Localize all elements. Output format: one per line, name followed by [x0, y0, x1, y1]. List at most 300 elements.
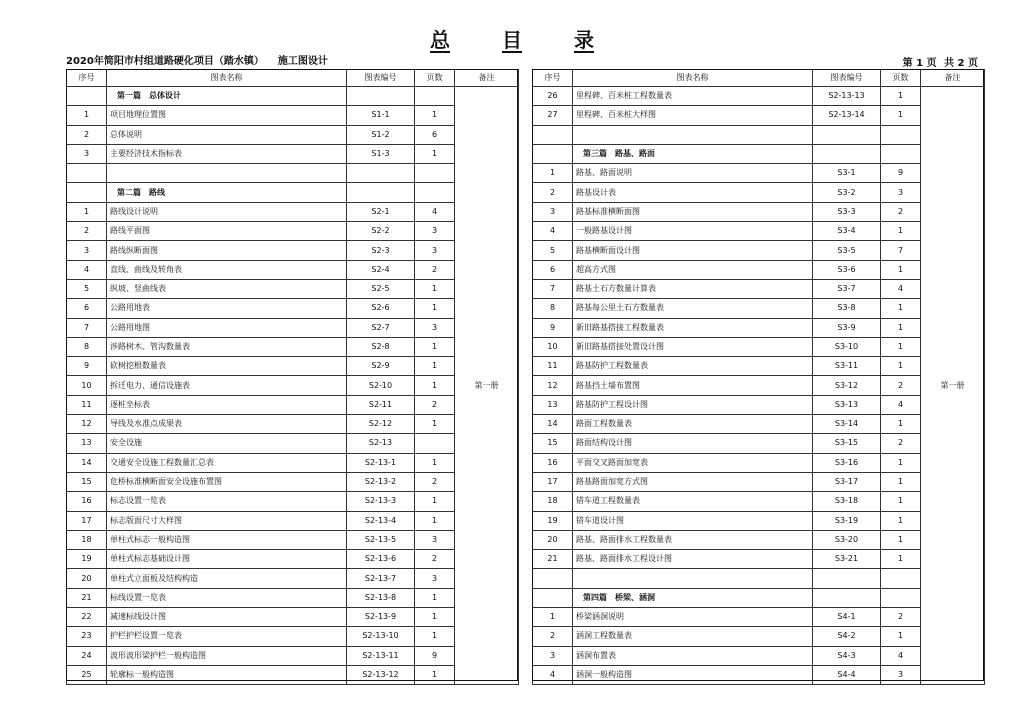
row-code: S4-1: [813, 608, 881, 627]
row-no: 18: [67, 530, 107, 549]
section-title: 第四篇 桥梁、涵洞: [573, 588, 813, 607]
row-name: 新旧路基搭接处置设计图: [573, 337, 813, 356]
row-no: 16: [533, 453, 573, 472]
row-name: 涵洞工程数量表: [573, 627, 813, 646]
table-row: [533, 337, 985, 356]
row-code: S2-13-10: [347, 627, 415, 646]
table-row: [67, 646, 519, 665]
table-row: [67, 279, 519, 298]
row-pages: 2: [415, 260, 455, 279]
row-pages: 2: [881, 608, 921, 627]
section-row: [533, 588, 985, 607]
row-code: S4-2: [813, 627, 881, 646]
table-row: [67, 627, 519, 646]
table-row: [67, 550, 519, 569]
row-no: 18: [533, 492, 573, 511]
row-no: 15: [67, 472, 107, 491]
project-name: 2020年简阳市村组道路硬化项目（踏水镇）: [66, 56, 264, 67]
header-pages: 页数: [415, 70, 455, 87]
table-row: [533, 87, 985, 106]
row-pages: 1: [881, 318, 921, 337]
table-row: [533, 125, 985, 144]
row-pages: 4: [881, 646, 921, 665]
row-code: S2-13-4: [347, 511, 415, 530]
row-code: S1-1: [347, 106, 415, 125]
row-name: [107, 164, 347, 183]
row-name: 平面交叉路面加宽表: [573, 453, 813, 472]
row-code: S3-14: [813, 415, 881, 434]
row-pages: 2: [881, 376, 921, 395]
row-code: S2-13-7: [347, 569, 415, 588]
row-no: 2: [67, 125, 107, 144]
row-name: 路基横断面设计图: [573, 241, 813, 260]
row-name: 路基防护工程设计图: [573, 395, 813, 414]
row-name: 护栏护栏设置一览表: [107, 627, 347, 646]
table-row: [533, 646, 985, 665]
row-name: 公路用地图: [107, 318, 347, 337]
row-no: 3: [67, 144, 107, 163]
row-code: [347, 183, 415, 202]
row-no: 12: [67, 415, 107, 434]
row-pages: [415, 164, 455, 183]
table-row: [533, 376, 985, 395]
row-pages: 9: [881, 164, 921, 183]
row-no: 20: [67, 569, 107, 588]
row-no: 5: [533, 241, 573, 260]
table-row: [67, 395, 519, 414]
row-code: S3-1: [813, 164, 881, 183]
table-row: [67, 511, 519, 530]
row-no: 1: [533, 164, 573, 183]
row-pages: 3: [881, 665, 921, 684]
row-name: [573, 125, 813, 144]
row-no: 9: [67, 357, 107, 376]
table-row: [67, 453, 519, 472]
table-header-row: [67, 70, 519, 87]
row-no: 13: [533, 395, 573, 414]
section-row: [67, 87, 519, 106]
row-code: S3-20: [813, 530, 881, 549]
row-code: [813, 125, 881, 144]
row-no: [533, 588, 573, 607]
table-row: [67, 376, 519, 395]
table-row: [533, 550, 985, 569]
row-pages: 1: [881, 511, 921, 530]
row-code: S3-8: [813, 299, 881, 318]
row-pages: [881, 125, 921, 144]
row-pages: 1: [881, 337, 921, 356]
row-code: S2-13-2: [347, 472, 415, 491]
table-row: [67, 125, 519, 144]
row-no: 12: [533, 376, 573, 395]
row-pages: 1: [415, 299, 455, 318]
row-pages: 3: [415, 222, 455, 241]
row-no: 6: [533, 260, 573, 279]
row-no: 10: [67, 376, 107, 395]
row-name: 涵洞布置表: [573, 646, 813, 665]
table-row: [533, 434, 985, 453]
row-name: 标志版面尺寸大样图: [107, 511, 347, 530]
row-code: S1-3: [347, 144, 415, 163]
row-pages: 2: [881, 202, 921, 221]
row-no: 4: [67, 260, 107, 279]
row-name: 路面结构设计图: [573, 434, 813, 453]
table-row: [67, 530, 519, 549]
design-stage: 施工图设计: [277, 56, 328, 67]
row-code: S3-9: [813, 318, 881, 337]
table-row: [533, 106, 985, 125]
row-no: 16: [67, 492, 107, 511]
row-code: [813, 588, 881, 607]
table-row: [67, 569, 519, 588]
row-code: S3-4: [813, 222, 881, 241]
header-name: 图表名称: [573, 70, 813, 87]
row-no: 21: [67, 588, 107, 607]
row-no: 7: [67, 318, 107, 337]
row-name: 涉路树木、管沟数量表: [107, 337, 347, 356]
section-title: 第二篇 路线: [107, 183, 347, 202]
row-no: 23: [67, 627, 107, 646]
table-row: [533, 318, 985, 337]
row-pages: [881, 569, 921, 588]
row-pages: 1: [881, 472, 921, 491]
table-row: [67, 144, 519, 163]
table-row: [533, 299, 985, 318]
row-pages: 1: [415, 415, 455, 434]
row-code: S2-4: [347, 260, 415, 279]
title-char-1: 总: [430, 28, 450, 52]
row-code: S2-3: [347, 241, 415, 260]
row-name: 路基土石方数量计算表: [573, 279, 813, 298]
table-row: [67, 241, 519, 260]
row-name: 单柱式标志基础设计图: [107, 550, 347, 569]
row-no: 1: [67, 106, 107, 125]
row-pages: 4: [415, 202, 455, 221]
table-row: [533, 511, 985, 530]
header-remark: 备注: [455, 70, 519, 87]
row-code: S2-13-12: [347, 665, 415, 684]
row-no: 3: [533, 202, 573, 221]
row-name: 错车道设计图: [573, 511, 813, 530]
row-code: S3-17: [813, 472, 881, 491]
title-char-2: 目: [502, 28, 522, 52]
row-name: 导线及水准点成果表: [107, 415, 347, 434]
table-row: [533, 395, 985, 414]
row-no: 2: [67, 222, 107, 241]
row-code: S3-11: [813, 357, 881, 376]
table-row: [67, 434, 519, 453]
row-pages: [881, 588, 921, 607]
row-no: 11: [67, 395, 107, 414]
row-code: S2-12: [347, 415, 415, 434]
row-name: 标志设置一览表: [107, 492, 347, 511]
table-row: [533, 164, 985, 183]
table-row: [533, 665, 985, 684]
row-code: S1-2: [347, 125, 415, 144]
row-pages: 2: [881, 434, 921, 453]
row-no: [533, 144, 573, 163]
row-no: 1: [533, 608, 573, 627]
row-code: S2-13-9: [347, 608, 415, 627]
table-row: [67, 164, 519, 183]
row-code: S2-2: [347, 222, 415, 241]
table-row: [533, 530, 985, 549]
header-no: 序号: [533, 70, 573, 87]
row-code: S2-7: [347, 318, 415, 337]
row-no: 15: [533, 434, 573, 453]
table-row: [533, 241, 985, 260]
row-pages: 7: [881, 241, 921, 260]
row-pages: 1: [881, 492, 921, 511]
row-code: S3-6: [813, 260, 881, 279]
toc-table-left: [66, 69, 519, 685]
row-pages: 4: [881, 279, 921, 298]
row-code: S2-11: [347, 395, 415, 414]
row-no: [533, 569, 573, 588]
row-no: 8: [533, 299, 573, 318]
row-code: S2-6: [347, 299, 415, 318]
row-code: S2-13-5: [347, 530, 415, 549]
row-pages: 1: [415, 453, 455, 472]
row-name: 路基、路面排水工程设计图: [573, 550, 813, 569]
row-code: S2-13-13: [813, 87, 881, 106]
row-name: 路线平面图: [107, 222, 347, 241]
row-code: [347, 164, 415, 183]
row-no: 7: [533, 279, 573, 298]
row-no: [67, 183, 107, 202]
row-pages: 1: [881, 357, 921, 376]
row-pages: 3: [415, 241, 455, 260]
row-pages: 2: [415, 550, 455, 569]
table-row: [533, 183, 985, 202]
row-code: S2-13: [347, 434, 415, 453]
row-name: 单柱式标志一般构造图: [107, 530, 347, 549]
row-pages: 1: [415, 376, 455, 395]
row-name: 总体说明: [107, 125, 347, 144]
project-header: [66, 52, 328, 67]
row-pages: 1: [881, 415, 921, 434]
row-pages: 1: [881, 222, 921, 241]
row-no: 21: [533, 550, 573, 569]
row-code: S2-10: [347, 376, 415, 395]
row-no: 20: [533, 530, 573, 549]
header-code: 图表编号: [813, 70, 881, 87]
row-name: 轮廓标一般构造图: [107, 665, 347, 684]
row-pages: 1: [881, 106, 921, 125]
row-pages: 1: [881, 530, 921, 549]
page-current: 第 1 页: [902, 58, 937, 69]
table-row: [67, 260, 519, 279]
section-row: [67, 183, 519, 202]
row-pages: 1: [415, 665, 455, 684]
header-no: 序号: [67, 70, 107, 87]
row-no: 19: [67, 550, 107, 569]
row-code: [813, 569, 881, 588]
row-pages: 1: [415, 144, 455, 163]
row-pages: 1: [881, 87, 921, 106]
table-row: [533, 202, 985, 221]
row-name: 路基每公里土石方数量表: [573, 299, 813, 318]
row-no: 4: [533, 222, 573, 241]
row-no: 27: [533, 106, 573, 125]
row-name: 一般路基设计图: [573, 222, 813, 241]
row-name: 路基设计表: [573, 183, 813, 202]
row-code: S4-4: [813, 665, 881, 684]
table-row: [533, 357, 985, 376]
row-no: 22: [67, 608, 107, 627]
row-no: 13: [67, 434, 107, 453]
row-pages: 1: [881, 453, 921, 472]
table-row: [533, 492, 985, 511]
row-name: 路基、路面排水工程数量表: [573, 530, 813, 549]
row-code: S3-10: [813, 337, 881, 356]
table-row: [67, 106, 519, 125]
row-pages: 3: [881, 183, 921, 202]
table-row: [67, 415, 519, 434]
row-code: S3-19: [813, 511, 881, 530]
row-no: [533, 125, 573, 144]
row-name: 拆迁电力、通信设施表: [107, 376, 347, 395]
table-row: [533, 608, 985, 627]
row-pages: [415, 183, 455, 202]
header-name: 图表名称: [107, 70, 347, 87]
row-name: 直线、曲线及转角表: [107, 260, 347, 279]
row-no: [67, 164, 107, 183]
row-pages: 1: [881, 627, 921, 646]
row-no: 5: [67, 279, 107, 298]
row-no: 3: [533, 646, 573, 665]
row-name: 路线纵断面图: [107, 241, 347, 260]
row-name: 路基挡土墙布置图: [573, 376, 813, 395]
row-name: 路基标准横断面图: [573, 202, 813, 221]
row-code: S3-7: [813, 279, 881, 298]
row-pages: [415, 87, 455, 106]
table-row: [533, 222, 985, 241]
row-code: S2-13-14: [813, 106, 881, 125]
row-name: 单柱式立面板及结构构造: [107, 569, 347, 588]
table-row: [67, 318, 519, 337]
row-pages: 1: [881, 260, 921, 279]
table-header-row: [533, 70, 985, 87]
row-name: [573, 569, 813, 588]
row-pages: 1: [881, 550, 921, 569]
section-title: 第一篇 总体设计: [107, 87, 347, 106]
table-row: [67, 588, 519, 607]
table-row: [533, 472, 985, 491]
row-name: 错车道工程数量表: [573, 492, 813, 511]
row-name: 路线设计说明: [107, 202, 347, 221]
remark-cell: 第一册: [455, 87, 519, 685]
row-name: 新旧路基搭接工程数量表: [573, 318, 813, 337]
row-name: 路基防护工程数量表: [573, 357, 813, 376]
table-row: [67, 202, 519, 221]
row-pages: 2: [415, 395, 455, 414]
row-pages: 1: [415, 357, 455, 376]
table-row: [67, 222, 519, 241]
row-pages: 3: [415, 318, 455, 337]
row-name: 安全设施: [107, 434, 347, 453]
row-code: S2-13-8: [347, 588, 415, 607]
row-code: S3-5: [813, 241, 881, 260]
page-total: 共 2 页: [944, 58, 978, 69]
row-name: 公路用地表: [107, 299, 347, 318]
row-name: 桥梁涵洞说明: [573, 608, 813, 627]
row-name: 危桥标准横断面安全设施布置图: [107, 472, 347, 491]
row-pages: 1: [415, 337, 455, 356]
section-title: 第三篇 路基、路面: [573, 144, 813, 163]
row-name: 涵洞一般构造图: [573, 665, 813, 684]
row-code: S2-8: [347, 337, 415, 356]
row-no: 25: [67, 665, 107, 684]
row-name: 减速标线设计图: [107, 608, 347, 627]
row-no: 1: [67, 202, 107, 221]
row-name: 砍树挖根数量表: [107, 357, 347, 376]
row-no: 8: [67, 337, 107, 356]
table-row: [533, 260, 985, 279]
row-no: 17: [67, 511, 107, 530]
row-name: 超高方式图: [573, 260, 813, 279]
table-row: [67, 665, 519, 684]
row-pages: 1: [415, 627, 455, 646]
row-code: S2-1: [347, 202, 415, 221]
row-no: 24: [67, 646, 107, 665]
row-no: 6: [67, 299, 107, 318]
header-code: 图表编号: [347, 70, 415, 87]
row-code: S2-9: [347, 357, 415, 376]
header-remark: 备注: [921, 70, 985, 87]
row-code: S2-13-3: [347, 492, 415, 511]
row-no: 9: [533, 318, 573, 337]
table-row: [533, 627, 985, 646]
row-no: 2: [533, 183, 573, 202]
row-no: 26: [533, 87, 573, 106]
row-name: 标线设置一览表: [107, 588, 347, 607]
row-pages: 4: [881, 395, 921, 414]
row-code: [813, 144, 881, 163]
row-no: [67, 87, 107, 106]
row-code: S3-16: [813, 453, 881, 472]
table-row: [67, 337, 519, 356]
row-code: [347, 87, 415, 106]
remark-cell: 第一册: [921, 87, 985, 685]
row-pages: 1: [415, 608, 455, 627]
row-name: 主要经济技术指标表: [107, 144, 347, 163]
table-row: [67, 472, 519, 491]
row-name: 纵坡、竖曲线表: [107, 279, 347, 298]
row-name: 路基路面加宽方式图: [573, 472, 813, 491]
row-no: 2: [533, 627, 573, 646]
row-pages: 1: [415, 279, 455, 298]
row-no: 3: [67, 241, 107, 260]
row-code: S2-13-11: [347, 646, 415, 665]
row-code: S3-3: [813, 202, 881, 221]
row-pages: 3: [415, 530, 455, 549]
row-pages: [415, 434, 455, 453]
row-pages: [881, 144, 921, 163]
table-row: [67, 608, 519, 627]
row-code: S3-21: [813, 550, 881, 569]
table-row: [533, 415, 985, 434]
table-row: [67, 492, 519, 511]
table-row: [67, 299, 519, 318]
row-name: 里程碑、百米桩大样图: [573, 106, 813, 125]
row-pages: 1: [881, 299, 921, 318]
row-no: 10: [533, 337, 573, 356]
row-no: 14: [67, 453, 107, 472]
row-no: 4: [533, 665, 573, 684]
row-code: S2-13-6: [347, 550, 415, 569]
row-code: S3-18: [813, 492, 881, 511]
